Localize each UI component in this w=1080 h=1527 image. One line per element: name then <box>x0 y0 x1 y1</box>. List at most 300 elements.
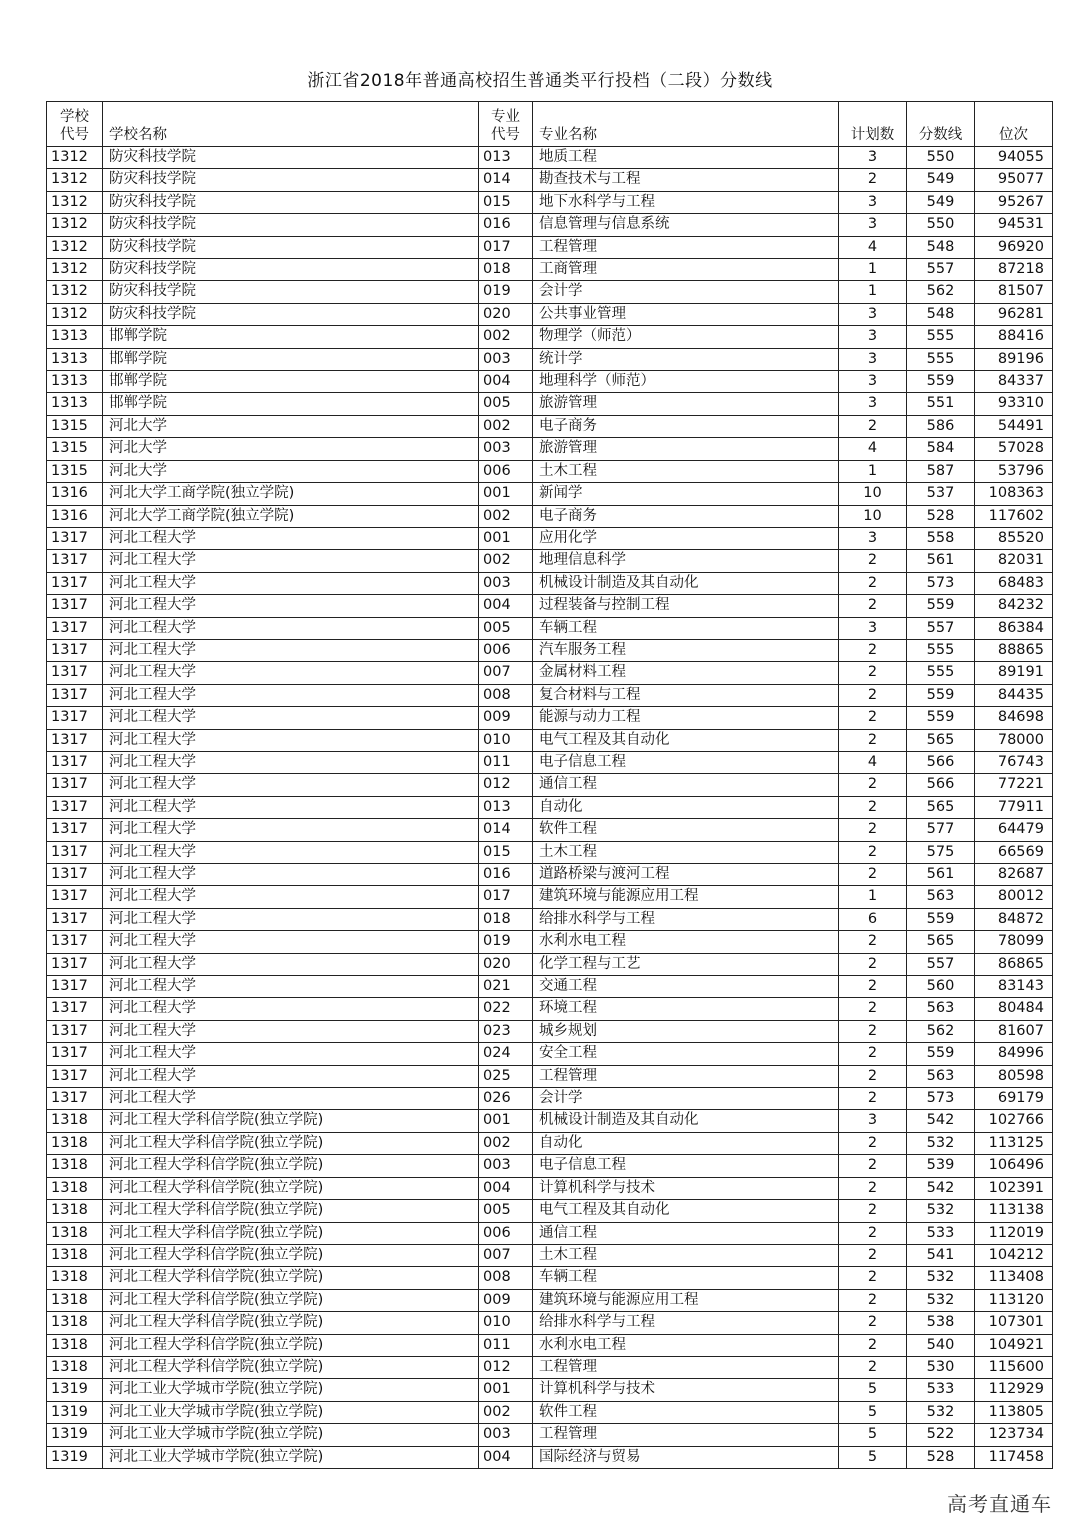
cell-school-code: 1318 <box>47 1200 103 1222</box>
cell-major-code: 014 <box>479 169 533 191</box>
table-row <box>47 1379 1053 1401</box>
cell-score: 565 <box>907 729 975 751</box>
cell-major-name: 计算机科学与技术 <box>533 1177 839 1199</box>
cell-school-name: 防灾科技学院 <box>103 169 479 191</box>
cell-school-name: 河北工程大学 <box>103 1065 479 1087</box>
cell-school-name: 河北工程大学 <box>103 639 479 661</box>
cell-school-code: 1318 <box>47 1132 103 1154</box>
cell-major-code: 020 <box>479 303 533 325</box>
cell-score: 557 <box>907 617 975 639</box>
cell-plan: 2 <box>839 572 907 594</box>
cell-school-code: 1317 <box>47 864 103 886</box>
cell-major-name: 会计学 <box>533 1088 839 1110</box>
cell-rank: 113120 <box>975 1289 1053 1311</box>
cell-plan: 2 <box>839 1088 907 1110</box>
cell-major-name: 建筑环境与能源应用工程 <box>533 886 839 908</box>
cell-school-name: 河北工程大学 <box>103 729 479 751</box>
cell-school-name: 邯郸学院 <box>103 371 479 393</box>
cell-rank: 86865 <box>975 953 1053 975</box>
cell-plan: 3 <box>839 214 907 236</box>
cell-rank: 78099 <box>975 931 1053 953</box>
cell-plan: 3 <box>839 191 907 213</box>
cell-major-name: 会计学 <box>533 281 839 303</box>
cell-major-name: 电气工程及其自动化 <box>533 729 839 751</box>
table-row <box>47 886 1053 908</box>
cell-score: 542 <box>907 1110 975 1132</box>
cell-plan: 3 <box>839 303 907 325</box>
cell-rank: 89196 <box>975 348 1053 370</box>
cell-score: 539 <box>907 1155 975 1177</box>
table-row <box>47 1065 1053 1087</box>
cell-major-name: 通信工程 <box>533 774 839 796</box>
cell-rank: 80012 <box>975 886 1053 908</box>
cell-school-name: 河北工程大学 <box>103 796 479 818</box>
cell-plan: 2 <box>839 953 907 975</box>
cell-major-name: 车辆工程 <box>533 617 839 639</box>
table-row <box>47 1177 1053 1199</box>
cell-score: 577 <box>907 819 975 841</box>
cell-score: 562 <box>907 1020 975 1042</box>
cell-major-name: 工程管理 <box>533 1424 839 1446</box>
cell-school-code: 1312 <box>47 303 103 325</box>
cell-plan: 6 <box>839 908 907 930</box>
cell-rank: 82687 <box>975 864 1053 886</box>
header-school-code-line2: 代号 <box>60 127 89 143</box>
cell-school-code: 1318 <box>47 1244 103 1266</box>
cell-rank: 53796 <box>975 460 1053 482</box>
cell-major-name: 环境工程 <box>533 998 839 1020</box>
cell-school-name: 河北工程大学科信学院(独立学院) <box>103 1222 479 1244</box>
cell-school-code: 1312 <box>47 169 103 191</box>
cell-score: 566 <box>907 751 975 773</box>
table-row <box>47 1200 1053 1222</box>
cell-score: 559 <box>907 684 975 706</box>
cell-major-name: 汽车服务工程 <box>533 639 839 661</box>
table-row <box>47 438 1053 460</box>
cell-major-code: 011 <box>479 751 533 773</box>
cell-score: 558 <box>907 527 975 549</box>
cell-major-code: 012 <box>479 1356 533 1378</box>
table-row <box>47 662 1053 684</box>
cell-rank: 84872 <box>975 908 1053 930</box>
cell-school-name: 河北工程大学 <box>103 1020 479 1042</box>
cell-rank: 94055 <box>975 147 1053 169</box>
cell-major-code: 003 <box>479 572 533 594</box>
table-row <box>47 460 1053 482</box>
table-row <box>47 796 1053 818</box>
table-row <box>47 1020 1053 1042</box>
cell-plan: 2 <box>839 841 907 863</box>
cell-rank: 93310 <box>975 393 1053 415</box>
cell-plan: 4 <box>839 438 907 460</box>
cell-score: 537 <box>907 483 975 505</box>
cell-plan: 3 <box>839 371 907 393</box>
cell-rank: 69179 <box>975 1088 1053 1110</box>
cell-major-name: 电子信息工程 <box>533 751 839 773</box>
cell-school-name: 河北工程大学科信学院(独立学院) <box>103 1132 479 1154</box>
cell-plan: 4 <box>839 236 907 258</box>
cell-plan: 2 <box>839 595 907 617</box>
cell-score: 563 <box>907 998 975 1020</box>
cell-score: 573 <box>907 1088 975 1110</box>
cell-score: 573 <box>907 572 975 594</box>
table-row <box>47 841 1053 863</box>
cell-school-code: 1315 <box>47 460 103 482</box>
cell-major-code: 005 <box>479 617 533 639</box>
cell-plan: 2 <box>839 774 907 796</box>
cell-score: 562 <box>907 281 975 303</box>
cell-plan: 5 <box>839 1424 907 1446</box>
cell-plan: 2 <box>839 976 907 998</box>
cell-school-name: 河北工程大学 <box>103 886 479 908</box>
cell-major-name: 信息管理与信息系统 <box>533 214 839 236</box>
table-row <box>47 751 1053 773</box>
cell-major-code: 006 <box>479 1222 533 1244</box>
cell-rank: 87218 <box>975 259 1053 281</box>
cell-school-name: 河北工程大学 <box>103 841 479 863</box>
cell-major-name: 自动化 <box>533 796 839 818</box>
cell-score: 528 <box>907 505 975 527</box>
cell-major-name: 水利水电工程 <box>533 931 839 953</box>
cell-major-name: 物理学（师范） <box>533 326 839 348</box>
cell-major-name: 交通工程 <box>533 976 839 998</box>
cell-school-code: 1317 <box>47 550 103 572</box>
cell-plan: 1 <box>839 281 907 303</box>
cell-score: 587 <box>907 460 975 482</box>
cell-school-name: 河北工程大学 <box>103 572 479 594</box>
cell-major-code: 003 <box>479 1155 533 1177</box>
cell-major-name: 机械设计制造及其自动化 <box>533 1110 839 1132</box>
cell-school-name: 河北工程大学 <box>103 550 479 572</box>
cell-school-code: 1313 <box>47 393 103 415</box>
cell-plan: 2 <box>839 1043 907 1065</box>
cell-rank: 80598 <box>975 1065 1053 1087</box>
table-row <box>47 1289 1053 1311</box>
cell-rank: 85520 <box>975 527 1053 549</box>
table-row <box>47 550 1053 572</box>
cell-major-code: 013 <box>479 147 533 169</box>
cell-major-name: 土木工程 <box>533 841 839 863</box>
cell-school-code: 1317 <box>47 998 103 1020</box>
cell-school-code: 1318 <box>47 1110 103 1132</box>
cell-plan: 2 <box>839 1312 907 1334</box>
cell-school-name: 防灾科技学院 <box>103 281 479 303</box>
cell-school-code: 1316 <box>47 483 103 505</box>
cell-score: 548 <box>907 303 975 325</box>
cell-school-name: 河北工程大学科信学院(独立学院) <box>103 1289 479 1311</box>
cell-score: 560 <box>907 976 975 998</box>
cell-school-name: 河北工程大学 <box>103 998 479 1020</box>
cell-school-name: 河北大学工商学院(独立学院) <box>103 505 479 527</box>
cell-school-code: 1318 <box>47 1356 103 1378</box>
cell-school-name: 河北工程大学 <box>103 819 479 841</box>
cell-plan: 5 <box>839 1379 907 1401</box>
cell-major-name: 水利水电工程 <box>533 1334 839 1356</box>
cell-major-code: 009 <box>479 1289 533 1311</box>
cell-school-code: 1318 <box>47 1267 103 1289</box>
table-row <box>47 483 1053 505</box>
cell-school-code: 1315 <box>47 415 103 437</box>
cell-rank: 83143 <box>975 976 1053 998</box>
cell-plan: 2 <box>839 415 907 437</box>
cell-score: 561 <box>907 550 975 572</box>
cell-score: 584 <box>907 438 975 460</box>
table-row <box>47 595 1053 617</box>
cell-major-name: 国际经济与贸易 <box>533 1446 839 1468</box>
cell-rank: 117602 <box>975 505 1053 527</box>
cell-school-code: 1317 <box>47 1020 103 1042</box>
cell-school-name: 河北工程大学科信学院(独立学院) <box>103 1155 479 1177</box>
table-row <box>47 348 1053 370</box>
cell-school-name: 河北工程大学 <box>103 864 479 886</box>
table-row <box>47 1088 1053 1110</box>
cell-major-name: 电子商务 <box>533 415 839 437</box>
table-row <box>47 639 1053 661</box>
cell-rank: 106496 <box>975 1155 1053 1177</box>
cell-major-code: 001 <box>479 1110 533 1132</box>
cell-school-code: 1317 <box>47 729 103 751</box>
cell-school-code: 1317 <box>47 796 103 818</box>
page-title: 浙江省2018年普通高校招生普通类平行投档（二段）分数线 <box>307 71 773 91</box>
cell-major-code: 009 <box>479 707 533 729</box>
cell-plan: 3 <box>839 617 907 639</box>
cell-score: 559 <box>907 371 975 393</box>
cell-major-code: 004 <box>479 371 533 393</box>
cell-school-name: 河北大学 <box>103 460 479 482</box>
table-row <box>47 505 1053 527</box>
cell-rank: 84435 <box>975 684 1053 706</box>
table-row <box>47 1356 1053 1378</box>
cell-school-name: 河北工程大学科信学院(独立学院) <box>103 1177 479 1199</box>
cell-score: 538 <box>907 1312 975 1334</box>
cell-school-name: 河北工程大学 <box>103 684 479 706</box>
cell-school-name: 防灾科技学院 <box>103 147 479 169</box>
cell-school-name: 河北工程大学 <box>103 976 479 998</box>
cell-major-code: 001 <box>479 483 533 505</box>
cell-major-code: 019 <box>479 281 533 303</box>
cell-school-code: 1319 <box>47 1424 103 1446</box>
cell-plan: 3 <box>839 348 907 370</box>
cell-plan: 1 <box>839 886 907 908</box>
cell-major-name: 工商管理 <box>533 259 839 281</box>
cell-score: 559 <box>907 908 975 930</box>
cell-school-code: 1313 <box>47 326 103 348</box>
table-row <box>47 1155 1053 1177</box>
cell-school-name: 河北工程大学 <box>103 774 479 796</box>
cell-school-name: 河北工业大学城市学院(独立学院) <box>103 1379 479 1401</box>
cell-school-name: 邯郸学院 <box>103 348 479 370</box>
cell-score: 559 <box>907 707 975 729</box>
cell-plan: 2 <box>839 1200 907 1222</box>
table-row <box>47 393 1053 415</box>
cell-score: 548 <box>907 236 975 258</box>
cell-school-code: 1317 <box>47 886 103 908</box>
table-row <box>47 1132 1053 1154</box>
cell-school-name: 河北工程大学 <box>103 707 479 729</box>
header-score: 分数线 <box>907 102 975 147</box>
cell-rank: 54491 <box>975 415 1053 437</box>
cell-major-name: 工程管理 <box>533 236 839 258</box>
cell-plan: 2 <box>839 684 907 706</box>
cell-school-name: 河北大学 <box>103 438 479 460</box>
cell-score: 563 <box>907 1065 975 1087</box>
cell-plan: 2 <box>839 707 907 729</box>
cell-rank: 66569 <box>975 841 1053 863</box>
cell-score: 542 <box>907 1177 975 1199</box>
cell-school-name: 河北工程大学科信学院(独立学院) <box>103 1356 479 1378</box>
cell-school-name: 河北工程大学 <box>103 595 479 617</box>
table-row <box>47 953 1053 975</box>
cell-major-code: 014 <box>479 819 533 841</box>
cell-rank: 112019 <box>975 1222 1053 1244</box>
cell-score: 566 <box>907 774 975 796</box>
cell-major-code: 017 <box>479 886 533 908</box>
cell-school-name: 河北工业大学城市学院(独立学院) <box>103 1401 479 1423</box>
cell-plan: 2 <box>839 998 907 1020</box>
cell-rank: 88416 <box>975 326 1053 348</box>
cell-rank: 76743 <box>975 751 1053 773</box>
cell-major-code: 007 <box>479 662 533 684</box>
cell-rank: 104212 <box>975 1244 1053 1266</box>
cell-score: 555 <box>907 662 975 684</box>
cell-major-code: 016 <box>479 864 533 886</box>
table-row <box>47 774 1053 796</box>
table-row <box>47 684 1053 706</box>
cell-score: 549 <box>907 169 975 191</box>
table-row <box>47 214 1053 236</box>
cell-school-name: 河北工业大学城市学院(独立学院) <box>103 1424 479 1446</box>
header-major-code-line2: 代号 <box>491 127 520 143</box>
cell-school-name: 河北工程大学 <box>103 1088 479 1110</box>
cell-rank: 104921 <box>975 1334 1053 1356</box>
cell-major-name: 金属材料工程 <box>533 662 839 684</box>
table-row <box>47 1334 1053 1356</box>
cell-school-code: 1313 <box>47 348 103 370</box>
cell-score: 551 <box>907 393 975 415</box>
cell-school-code: 1317 <box>47 774 103 796</box>
cell-rank: 115600 <box>975 1356 1053 1378</box>
cell-school-code: 1317 <box>47 527 103 549</box>
cell-major-name: 公共事业管理 <box>533 303 839 325</box>
cell-score: 565 <box>907 796 975 818</box>
cell-school-code: 1317 <box>47 572 103 594</box>
cell-major-name: 地理科学（师范） <box>533 371 839 393</box>
cell-major-name: 复合材料与工程 <box>533 684 839 706</box>
cell-major-name: 安全工程 <box>533 1043 839 1065</box>
cell-score: 533 <box>907 1222 975 1244</box>
cell-plan: 1 <box>839 460 907 482</box>
cell-rank: 112929 <box>975 1379 1053 1401</box>
cell-major-name: 地质工程 <box>533 147 839 169</box>
cell-rank: 82031 <box>975 550 1053 572</box>
cell-rank: 89191 <box>975 662 1053 684</box>
cell-score: 575 <box>907 841 975 863</box>
cell-plan: 3 <box>839 393 907 415</box>
cell-major-name: 机械设计制造及其自动化 <box>533 572 839 594</box>
cell-plan: 2 <box>839 931 907 953</box>
cell-score: 530 <box>907 1356 975 1378</box>
cell-school-code: 1312 <box>47 214 103 236</box>
cell-major-code: 003 <box>479 1424 533 1446</box>
cell-plan: 2 <box>839 1132 907 1154</box>
cell-score: 532 <box>907 1267 975 1289</box>
cell-major-code: 003 <box>479 348 533 370</box>
cell-rank: 86384 <box>975 617 1053 639</box>
cell-major-name: 给排水科学与工程 <box>533 908 839 930</box>
table-row <box>47 1312 1053 1334</box>
cell-rank: 102391 <box>975 1177 1053 1199</box>
cell-school-code: 1313 <box>47 371 103 393</box>
cell-school-code: 1312 <box>47 281 103 303</box>
cell-score: 563 <box>907 886 975 908</box>
cell-major-code: 023 <box>479 1020 533 1042</box>
cell-plan: 2 <box>839 1356 907 1378</box>
cell-plan: 10 <box>839 505 907 527</box>
cell-major-name: 电子商务 <box>533 505 839 527</box>
cell-school-name: 河北工程大学 <box>103 662 479 684</box>
table-row <box>47 259 1053 281</box>
header-major-code-line1: 专业 <box>491 109 520 125</box>
cell-rank: 102766 <box>975 1110 1053 1132</box>
cell-major-code: 018 <box>479 259 533 281</box>
cell-rank: 95077 <box>975 169 1053 191</box>
cell-school-name: 防灾科技学院 <box>103 236 479 258</box>
cell-rank: 64479 <box>975 819 1053 841</box>
cell-major-code: 008 <box>479 1267 533 1289</box>
cell-plan: 3 <box>839 147 907 169</box>
cell-major-code: 024 <box>479 1043 533 1065</box>
table-row <box>47 169 1053 191</box>
table-row <box>47 1401 1053 1423</box>
cell-major-code: 001 <box>479 1379 533 1401</box>
cell-score: 532 <box>907 1401 975 1423</box>
cell-major-name: 土木工程 <box>533 1244 839 1266</box>
cell-major-code: 017 <box>479 236 533 258</box>
cell-rank: 81507 <box>975 281 1053 303</box>
table-row <box>47 527 1053 549</box>
cell-plan: 2 <box>839 639 907 661</box>
cell-plan: 2 <box>839 169 907 191</box>
cell-major-name: 城乡规划 <box>533 1020 839 1042</box>
cell-school-code: 1317 <box>47 751 103 773</box>
cell-school-name: 河北工程大学科信学院(独立学院) <box>103 1110 479 1132</box>
cell-major-code: 008 <box>479 684 533 706</box>
cell-plan: 2 <box>839 1155 907 1177</box>
cell-score: 541 <box>907 1244 975 1266</box>
cell-rank: 88865 <box>975 639 1053 661</box>
cell-major-name: 地下水科学与工程 <box>533 191 839 213</box>
cell-rank: 57028 <box>975 438 1053 460</box>
cell-rank: 113138 <box>975 1200 1053 1222</box>
cell-rank: 80484 <box>975 998 1053 1020</box>
cell-major-code: 001 <box>479 527 533 549</box>
cell-score: 522 <box>907 1424 975 1446</box>
cell-school-code: 1317 <box>47 953 103 975</box>
cell-rank: 113805 <box>975 1401 1053 1423</box>
cell-rank: 96281 <box>975 303 1053 325</box>
table-header <box>47 102 1053 147</box>
cell-major-code: 025 <box>479 1065 533 1087</box>
cell-plan: 2 <box>839 1222 907 1244</box>
cell-school-name: 河北工程大学 <box>103 1043 479 1065</box>
cell-school-code: 1317 <box>47 639 103 661</box>
cell-school-name: 河北工程大学科信学院(独立学院) <box>103 1312 479 1334</box>
cell-rank: 108363 <box>975 483 1053 505</box>
cell-school-name: 河北工程大学科信学院(独立学院) <box>103 1334 479 1356</box>
cell-school-code: 1319 <box>47 1379 103 1401</box>
cell-rank: 94531 <box>975 214 1053 236</box>
cell-school-code: 1312 <box>47 147 103 169</box>
